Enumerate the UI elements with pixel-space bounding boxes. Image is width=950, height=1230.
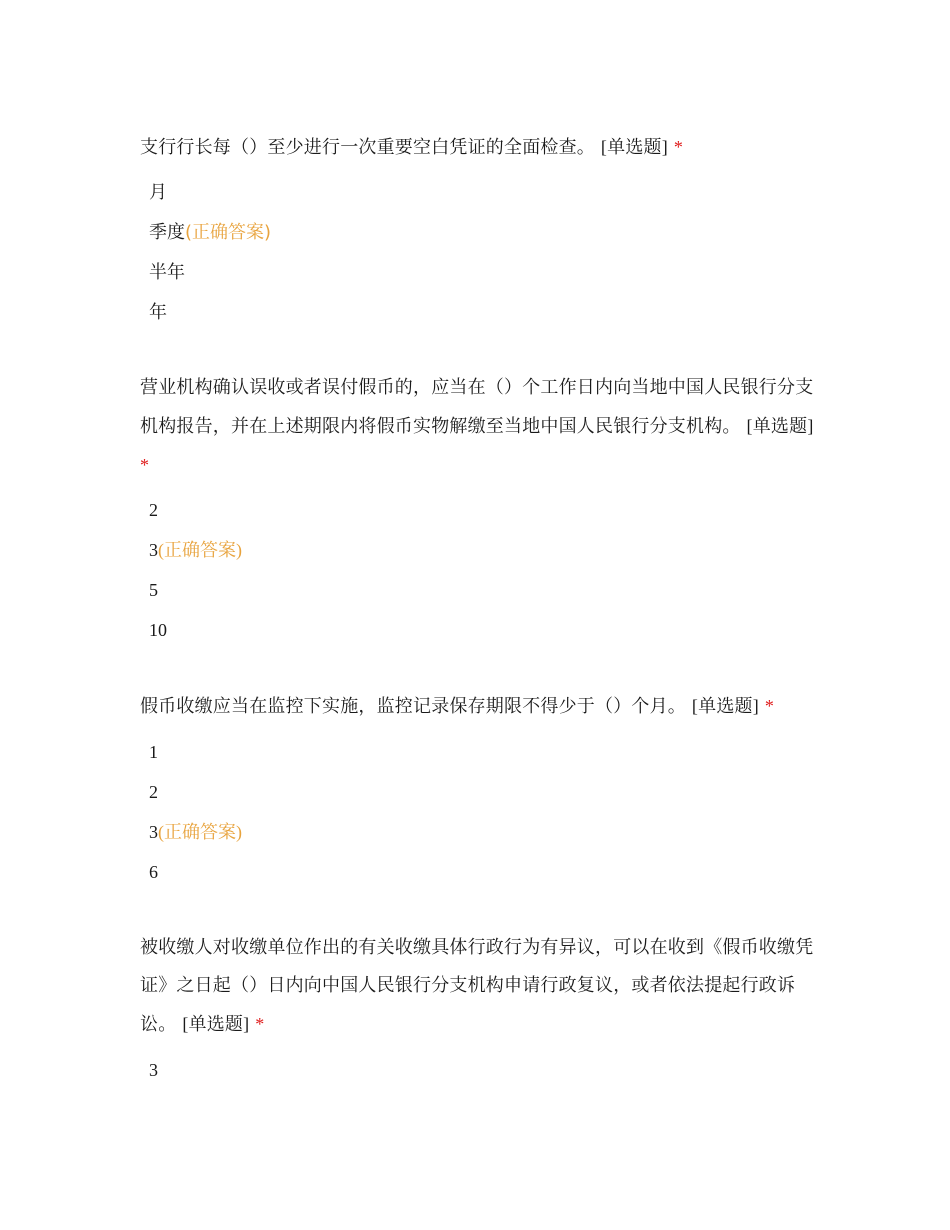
option-label: 季度 [149, 222, 185, 243]
question-2-type: [单选题] [746, 416, 814, 436]
option-label: 半年 [149, 262, 185, 283]
option-item[interactable] [149, 732, 242, 772]
option-label: 3 [149, 822, 158, 842]
question-1-required-mark: * [673, 137, 684, 157]
question-2-required-mark: * [140, 455, 150, 475]
option-item[interactable] [149, 490, 242, 530]
question-4-required-mark: * [255, 1014, 265, 1034]
question-2-text [140, 369, 820, 485]
option-item[interactable] [149, 213, 271, 253]
question-2 [140, 369, 820, 640]
question-3-type: [单选题] [691, 696, 759, 716]
option-item[interactable] [149, 852, 242, 892]
correct-answer-note: (正确答案) [185, 222, 272, 243]
option-label: 10 [149, 620, 167, 640]
option-item[interactable] [149, 253, 271, 293]
option-label: 年 [149, 302, 167, 323]
question-4-type: [单选题] [182, 1014, 250, 1034]
option-item[interactable] [149, 293, 271, 333]
question-1-options [149, 173, 271, 333]
question-4 [140, 929, 820, 1080]
option-item[interactable] [149, 812, 242, 852]
question-3-text [140, 687, 820, 726]
option-item[interactable] [149, 173, 271, 213]
option-label: 6 [149, 862, 158, 882]
option-label: 3 [149, 540, 158, 560]
option-label: 2 [149, 782, 158, 802]
option-item[interactable] [149, 570, 242, 610]
question-3-options [149, 732, 242, 892]
option-label: 1 [149, 742, 158, 762]
option-label: 3 [149, 1060, 158, 1080]
option-label: 2 [149, 500, 158, 520]
question-3-stem: 假币收缴应当在监控下实施，监控记录保存期限不得少于（）个月。 [140, 696, 686, 717]
correct-answer-note: (正确答案) [158, 540, 242, 560]
option-item[interactable] [149, 1050, 158, 1090]
question-1 [140, 128, 820, 323]
question-1-type: [单选题] [600, 137, 668, 157]
question-1-text [140, 128, 820, 167]
question-4-text [140, 929, 820, 1044]
question-4-stem: 被收缴人对收缴单位作出的有关收缴具体行政行为有异议，可以在收到《假币收缴凭证》之日起（）日内向中国人民银行分支机构申请行政复议，或者依法提起行政诉讼。 [140, 937, 814, 1035]
option-label: 月 [149, 182, 167, 203]
question-1-stem: 支行行长每（）至少进行一次重要空白凭证的全面检查。 [140, 137, 595, 158]
question-4-options [149, 1050, 158, 1090]
correct-answer-note: (正确答案) [158, 822, 242, 842]
option-item[interactable] [149, 772, 242, 812]
question-2-options [149, 490, 242, 650]
question-3 [140, 687, 820, 882]
option-label: 5 [149, 580, 158, 600]
option-item[interactable] [149, 530, 242, 570]
option-item[interactable] [149, 610, 242, 650]
question-2-stem: 营业机构确认误收或者误付假币的，应当在（）个工作日内向当地中国人民银行分支机构报告，并在上述期限内将假币实物解缴至当地中国人民银行分支机构。 [140, 377, 814, 437]
question-3-required-mark: * [764, 696, 775, 716]
